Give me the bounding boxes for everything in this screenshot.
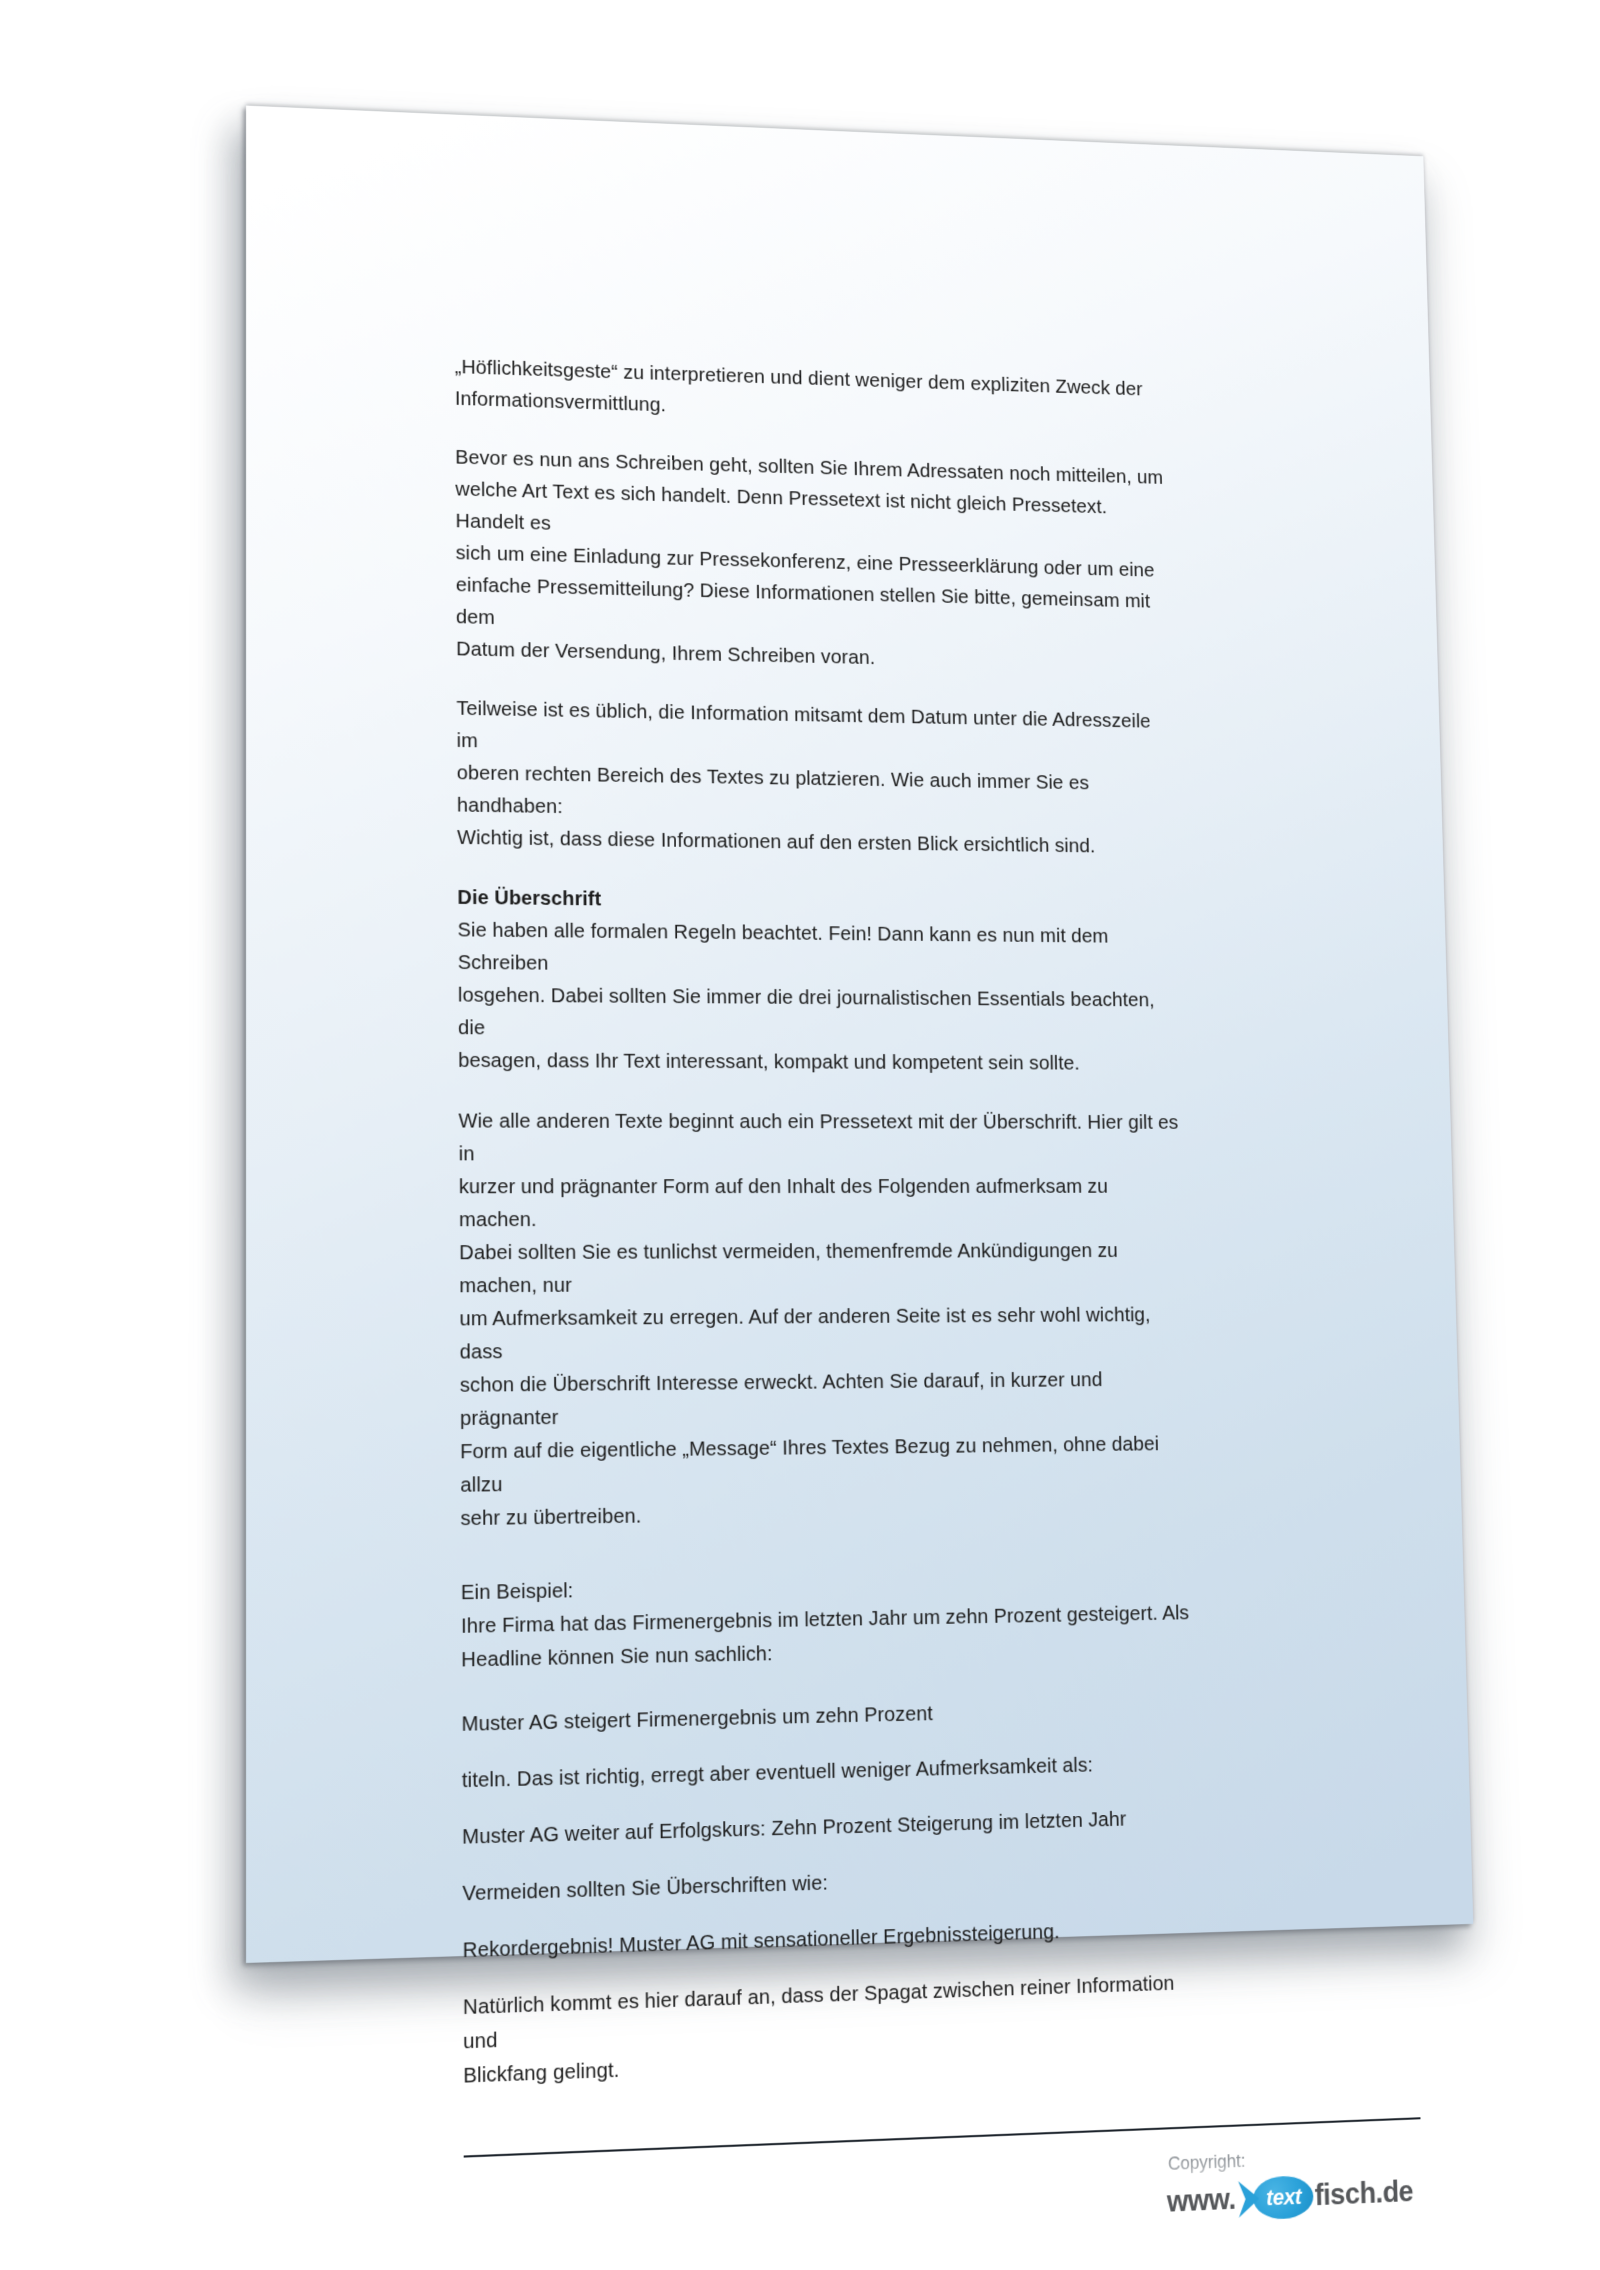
paragraph-titeln: titeln. Das ist richtig, erregt aber eventuell weniger Aufmerksamkeit als: [461,1753,1094,1793]
fish-tail-icon [1238,2180,1260,2217]
textfisch-logo [1157,2167,1423,2229]
copyright-label: Copyright: [1167,2150,1246,2175]
document-content [246,106,1482,2270]
paragraph-ein-beispiel: Ein Beispiel: [460,1579,574,1605]
headline-example-rekord: Rekordergebnis! Muster AG mit sensationeller Ergebnissteigerung. [462,1919,1060,1963]
headline-example-erfolgskurs: Muster AG weiter auf Erfolgskurs: Zehn Prozent Steigerung im letzten Jahr [462,1807,1127,1849]
paragraph-wie-alle-texte: Wie alle anderen Texte beginnt auch ein Pressetext mit der Überschrift. Hier gilt es in kurzer und prägnanter Form auf den Inhalt des Folgenden aufmerksam zu machen. Dabei sollten Sie es tunlichst vermeiden, themenfremde Ankündigungen zu machen, nur um Aufmerksamkeit zu erregen. Auf der anderen Seite ist es sehr wohl wichtig, dass schon die Überschrift Interesse erweckt. Achten Sie darauf, in kurzer und prägnanter Form auf die eigentliche „Message“ Ihres Textes Bezug zu nehmen, ohne dabei allzu sehr zu übertreiben. [458,1109,1179,1531]
document-sheet [246,106,1473,2219]
logo-de-text: .de [1375,2175,1414,2210]
paragraph-bevor-schreiben: Bevor es nun ans Schreiben geht, sollten Sie Ihrem Adressaten noch mitteilen, um welche Art Text es sich handelt. Denn Pressetext ist nicht gleich Pressetext. Handelt es sich um eine Einladung zur Pressekonferenz, eine Presseerklärung oder um eine einfache Pressemitteilung? Diese Informationen stellen Sie bitte, gemeinsam mit dem Datum der Versendung, Ihrem Schreiben voran. [455,446,1164,669]
page-footer [464,2115,1482,2260]
paragraph-formale-regeln: Sie haben alle formalen Regeln beachtet. Fein! Dann kann es nun mit dem Schreiben losgehen. Dabei sollten Sie immer die drei journalistischen Essentials beachten, die besagen, dass Ihr Text interessant, kompakt und kompetent sein sollte. [457,918,1155,1075]
paragraph-teilweise-ueblich: Teilweise ist es üblich, die Information mitsamt dem Datum unter die Adresszeile im oberen rechten Bereich des Textes zu platzieren. Wie auch immer Sie es handhaben: Wichtig ist, dass diese Informationen auf den ersten Blick ersichtlich sind. [456,697,1151,858]
paragraph-vermeiden: Vermeiden sollten Sie Überschriften wie: [462,1871,829,1906]
fish-body-icon [1253,2175,1314,2220]
paragraph-ihre-firma: Ihre Firma hat das Firmenergebnis im letzten Jahr um zehn Prozent gesteigert. Als Headline können Sie nun sachlich: [460,1601,1190,1672]
logo-www-text: www. [1166,2182,1237,2219]
paragraph-hoeflichkeitsgeste: „Höflichkeitsgeste“ zu interpretieren und dient weniger dem expliziten Zweck der Informationsvermittlung. [454,355,1143,417]
logo-fish-label: text [1265,2183,1302,2211]
section-heading-ueberschrift: Die Überschrift [457,886,602,911]
paragraph-natuerlich-spagat: Natürlich kommt es hier darauf an, dass der Spagat zwischen reiner Information und Blickfang gelingt. [462,1971,1175,2088]
headline-example-sachlich: Muster AG steigert Firmenergebnis um zehn Prozent [461,1702,933,1736]
copyright-block [1156,2143,1423,2229]
logo-fisch-text: fisch [1314,2176,1376,2212]
fish-icon [1238,2175,1314,2221]
